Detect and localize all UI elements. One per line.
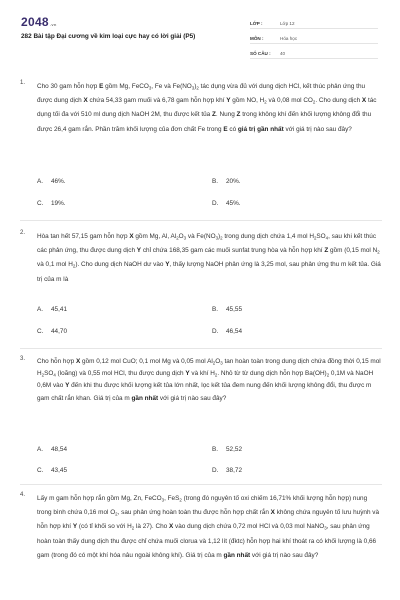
question-text: Cho hỗn hợp X gồm 0,12 mol CuO; 0,1 mol Mg và 0,05 mol $Al_2O_3$ tan hoàn toàn trong dung dịch chứa đồng thời 0,15 mol $H_2SO_4$ (loãng) và 0,55 mol HCl, thu được dung dịch Y và khí $H_2$. Nhỏ từ từ dung dịch hỗn hợp $Ba(OH)_2$ 0,1M và NaOH 0,6M vào Y đến khi thu được khối lượng kết tủa lớn nhất, lọc kết tủa đem nung đến khối lượng không đổi, thu được m gam chất rắn khan. Giá trị của m gần nhất với giá trị nào sau đây?: [37, 358, 381, 402]
question-number: 4.: [20, 492, 26, 498]
option-letter: D.: [212, 200, 219, 207]
meta-row-class: [250, 14, 378, 29]
meta-value: 40: [280, 51, 286, 56]
option-value: 19%.: [51, 200, 66, 207]
meta-info-table: [250, 14, 378, 59]
question-text: Hòa tan hết 57,15 gam hỗn hợp X gồm Mg, Al, $Al_2O_3$ và $Fe(NO_3)_2$ trong dung dịch chứa 1,4 mol $H_2SO_4$, sau khi kết thúc các phản ứng, thu được dung dịch Y chỉ chứa 168,35 gam các muối sunfat trung hòa và hỗn hợp khí Z gồm (0,15 mol $N_2$ và 0,1 mol $H_2$). Cho dung dịch NaOH dư vào Y, thấy lượng NaOH phản ứng là 3,25 mol, sau phản ứng thu m kết tủa. Giá trị của m là: [37, 233, 381, 283]
option-c[interactable]: [37, 328, 67, 335]
option-b[interactable]: [212, 178, 241, 185]
meta-row-count: [250, 44, 378, 59]
option-letter: C.: [37, 467, 44, 474]
option-value: 44,70: [51, 328, 67, 335]
option-value: 45,41: [51, 306, 67, 313]
logo-text: 2048: [21, 15, 49, 29]
question-3: [20, 356, 382, 491]
question-number: 3.: [20, 356, 26, 362]
option-a[interactable]: [37, 446, 67, 453]
option-b[interactable]: [212, 446, 242, 453]
option-letter: C.: [37, 328, 44, 335]
option-letter: D.: [212, 467, 219, 474]
meta-key: LỚP :: [250, 21, 263, 26]
option-value: 45,55: [226, 306, 242, 313]
option-value: 46,54: [226, 328, 242, 335]
option-letter: C.: [37, 200, 44, 207]
option-letter: A.: [37, 178, 44, 185]
question-divider: [20, 348, 382, 349]
option-letter: B.: [212, 446, 219, 453]
option-d[interactable]: [212, 467, 242, 474]
meta-value: Lớp 12: [280, 21, 295, 26]
logo-suffix: .vn: [49, 22, 57, 27]
option-letter: A.: [37, 446, 44, 453]
option-value: 52,52: [226, 446, 242, 453]
option-value: 46%.: [51, 178, 66, 185]
document-title: 282 Bài tập Đại cương về kim loại cực hay có lời giải (P5): [21, 33, 196, 40]
meta-key: MÔN :: [250, 36, 264, 41]
option-c[interactable]: [37, 200, 66, 207]
question-4: [20, 492, 382, 600]
option-a[interactable]: [37, 178, 66, 185]
question-1: [20, 80, 382, 230]
option-c[interactable]: [37, 467, 67, 474]
option-d[interactable]: [212, 200, 241, 207]
option-value: 43,45: [51, 467, 67, 474]
question-text: Lấy m gam hỗn hợp rắn gồm Mg, Zn, FeCO$_3$, FeS$_2$ (trong đó nguyên tố oxi chiếm 16,71% khối lượng hỗn hợp) nung trong bình chứa 0,16 mol $O_2$, sau phản ứng hoàn toàn thu được hỗn hợp chất rắn X không chứa nguyên tố lưu huỳnh và hỗn hợp khí Y (có tỉ khối so với $H_2$ là 27). Cho X vào dung dịch chứa 0,72 mol HCl và 0,03 mol NaNO$_3$, sau phản ứng hoàn toàn thấy dung dịch thu được chỉ chứa muối clorua và 1,12 lít (đktc) hỗn hợp hai khí thoát ra có khối lượng là 0,66 gam (trong đó có một khí hóa nâu ngoài không khí). Giá trị của m gần nhất với giá trị nào sau đây?: [37, 495, 380, 559]
meta-key: SỐ CÂU :: [250, 51, 271, 56]
option-b[interactable]: [212, 306, 242, 313]
meta-value: Hóa học: [280, 36, 298, 41]
option-a[interactable]: [37, 306, 67, 313]
option-value: 45%.: [226, 200, 241, 207]
question-divider: [20, 220, 382, 221]
option-value: 38,72: [226, 467, 242, 474]
question-text: Cho 30 gam hỗn hợp E gồm Mg, FeCO$_3$, Fe và $Fe(NO_3)_2$ tác dụng vừa đủ với dung dịch HCl, kết thúc phản ứng thu được dung dịch X chứa 54,33 gam muối và 6,78 gam hỗn hợp khí Y gồm NO, $H_2$ và 0,08 mol $CO_2$. Cho dung dịch X tác dụng tối đa với 510 ml dung dịch NaOH 2M, thu được kết tủa Z. Nung Z trong không khí đến khối lượng không đổi thu được 26,4 gam rắn. Phần trăm khối lượng của đơn chất Fe trong E có giá trị gần nhất với giá trị nào sau đây?: [37, 83, 377, 133]
option-letter: B.: [212, 178, 219, 185]
option-letter: B.: [212, 306, 219, 313]
document-header: [0, 0, 400, 62]
option-d[interactable]: [212, 328, 242, 335]
option-letter: D.: [212, 328, 219, 335]
option-value: 20%.: [226, 178, 241, 185]
option-value: 48,54: [51, 446, 67, 453]
site-logo[interactable]: [21, 15, 57, 29]
meta-row-subject: [250, 29, 378, 44]
question-2: [20, 230, 382, 350]
question-divider: [20, 484, 382, 485]
option-letter: A.: [37, 306, 44, 313]
question-number: 1.: [20, 80, 26, 86]
question-number: 2.: [20, 230, 26, 236]
